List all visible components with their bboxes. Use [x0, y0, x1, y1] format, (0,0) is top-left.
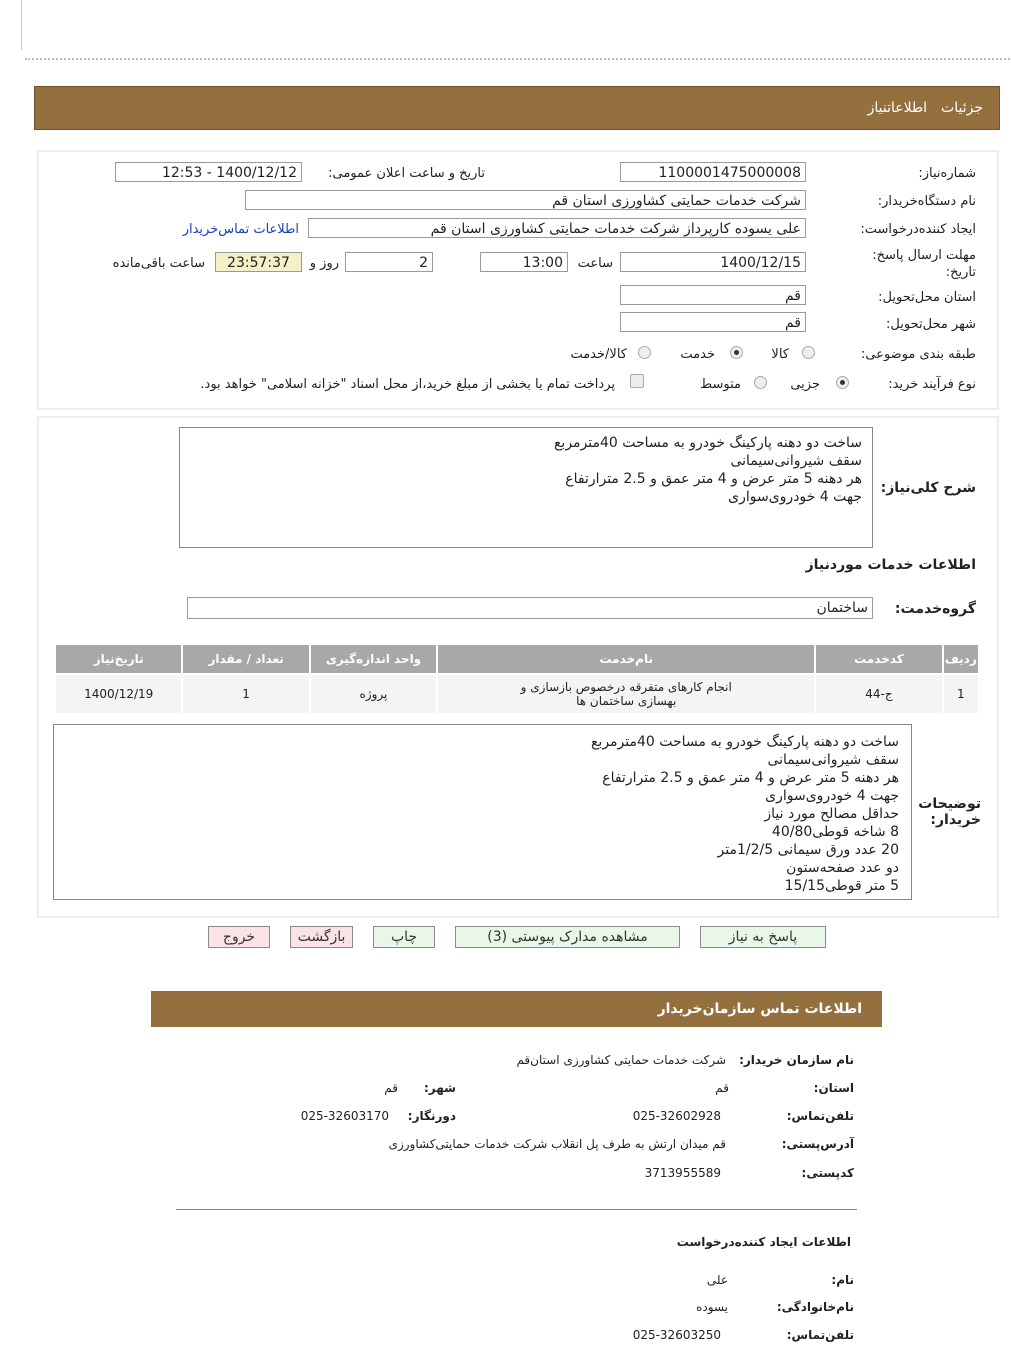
- cell-unit: پروژه: [311, 675, 436, 713]
- remaining-days-field: 2: [345, 252, 433, 272]
- creator-field: علی یسوده کارپرداز شرکت خدمات حمایتی کشاورزی استان قم: [308, 218, 806, 238]
- exit-button[interactable]: خروج: [208, 926, 270, 948]
- buyer-contact-link[interactable]: اطلاعات تماس‌خریدار: [182, 222, 299, 237]
- process-partial-radio[interactable]: [836, 376, 849, 389]
- category-both-radio[interactable]: [638, 346, 651, 359]
- deadline-date-field: 1400/12/15: [620, 252, 806, 272]
- deadline-time-label: ساعت: [577, 256, 613, 271]
- col-code: کدخدمت: [816, 645, 941, 673]
- creator-phone-label: تلفن‌تماس:: [786, 1328, 854, 1342]
- contact-address-value: قم میدان ارتش به طرف پل انقلاب شرکت خدمات حمایتی‌کشاورزی: [388, 1137, 726, 1151]
- creator-label: ایجاد کننده‌درخواست:: [860, 222, 976, 237]
- buyer-org-label: نام دستگاه‌خریدار:: [877, 194, 976, 209]
- announce-label: تاریخ و ساعت اعلان عمومی:: [328, 166, 485, 181]
- province-label: استان محل‌تحویل:: [878, 290, 976, 305]
- org-name-value: شرکت خدمات حمایتی کشاورزی استان‌قم: [516, 1053, 726, 1067]
- category-service-radio[interactable]: [730, 346, 743, 359]
- process-partial-label: جزیی: [790, 377, 820, 392]
- col-row: ردیف: [944, 645, 978, 673]
- process-label: نوع فرآیند خرید:: [888, 377, 976, 392]
- cell-date: 1400/12/19: [56, 675, 181, 713]
- contact-city-value: قم: [384, 1081, 398, 1095]
- category-service-label: خدمت: [680, 347, 715, 362]
- remaining-time-field: 23:57:37: [215, 252, 302, 272]
- city-label: شهر محل‌تحویل:: [886, 317, 976, 332]
- announce-datetime-field: 1400/12/12 - 12:53: [115, 162, 302, 182]
- treasury-payment-checkbox[interactable]: [630, 374, 644, 388]
- contact-province-label: استان:: [813, 1081, 854, 1095]
- service-group-label: گروه‌خدمت:: [894, 601, 976, 617]
- category-goods-radio[interactable]: [802, 346, 815, 359]
- tab-details[interactable]: جزئیات: [941, 100, 983, 116]
- left-border-line: [10, 0, 22, 50]
- buyer-contact-header: [151, 991, 882, 1027]
- cell-row: 1: [944, 675, 978, 713]
- category-both-label: کالا/خدمت: [570, 347, 627, 362]
- col-unit: واحد اندازه‌گیری: [311, 645, 436, 673]
- buyer-contact-title: اطلاعات تماس سازمان‌خریدار: [657, 1001, 862, 1017]
- service-group-field: ساختمان: [187, 597, 873, 619]
- cell-qty: 1: [183, 675, 308, 713]
- contact-phone-label: تلفن‌تماس:: [786, 1109, 854, 1123]
- buyer-notes-textarea: ساخت دو دهنه پارکینگ خودرو به مساحت 40مترمربع سقف شیروانی‌سیمانی هر دهنه 5 متر عرض و 4 متر عمق و 2.5 مترارتفاع جهت 4 خودروی‌سواری حداقل مصالح مورد نیاز 8 شاخه قوطی40/80 20 عدد ورق سیمانی 1/2/5متر دو عدد صفحه‌ستون 5 متر قوطی15/15: [53, 724, 912, 900]
- contact-fax-value: 025-32603170: [300, 1109, 389, 1123]
- city-field: قم: [620, 312, 806, 332]
- table-row: [56, 675, 978, 713]
- creator-family-label: نام‌خانوادگی:: [776, 1300, 854, 1314]
- buyer-org-field: شرکت خدمات حمایتی کشاورزی استان قم: [245, 190, 806, 210]
- summary-textarea: ساخت دو دهنه پارکینگ خودرو به مساحت 40مترمربع سقف شیروانی‌سیمانی هر دهنه 5 متر عرض و 4 متر عمق و 2.5 مترارتفاع جهت 4 خودروی‌سواری: [179, 427, 873, 548]
- need-info-panel: [37, 150, 999, 410]
- reply-button[interactable]: پاسخ به نیاز: [700, 926, 826, 948]
- contact-city-label: شهر:: [424, 1081, 456, 1095]
- col-qty: تعداد / مقدار: [183, 645, 308, 673]
- contact-province-value: قم: [715, 1081, 729, 1095]
- remaining-label: ساعت باقی‌مانده: [112, 256, 205, 271]
- contact-postal-value: 3713955589: [644, 1166, 721, 1180]
- services-table: [54, 643, 980, 715]
- deadline-date-label: تاریخ:: [945, 265, 976, 280]
- page-header-bar: [34, 86, 1000, 130]
- col-date: تاریخ‌نیاز: [56, 645, 181, 673]
- need-number-field: 1100001475000008: [620, 162, 806, 182]
- org-name-label: نام سازمان خریدار:: [739, 1053, 854, 1067]
- buyer-notes-label: توضیحات خریدار:: [918, 796, 981, 828]
- contact-fax-label: دورنگار:: [407, 1109, 456, 1123]
- need-number-label: شماره‌نیاز:: [918, 166, 976, 181]
- days-label: روز و: [309, 256, 339, 271]
- cell-name: انجام کارهای متفرقه درخصوص بازسازی و بهسازی ساختمان ها: [438, 675, 814, 713]
- creator-info-title: اطلاعات ایجاد کننده‌درخواست: [676, 1235, 851, 1249]
- dotted-separator: [25, 58, 1010, 60]
- contact-postal-label: کدپستی:: [801, 1166, 854, 1180]
- category-goods-label: کالا: [771, 347, 789, 362]
- attachments-button[interactable]: مشاهده مدارک پیوستی (3): [455, 926, 680, 948]
- treasury-payment-note: پرداخت تمام یا بخشی از مبلغ خرید،از محل اسناد "خزانه اسلامی" خواهد بود.: [200, 377, 615, 392]
- tab-need-info[interactable]: اطلاعاتنیاز: [867, 100, 927, 116]
- summary-label: شرح کلی‌نیاز:: [880, 480, 976, 496]
- contact-phone-value: 025-32602928: [632, 1109, 721, 1123]
- col-name: نام‌خدمت: [438, 645, 814, 673]
- province-field: قم: [620, 285, 806, 305]
- creator-family-value: یسوده: [696, 1300, 728, 1314]
- services-title: اطلاعات خدمات موردنیاز: [805, 557, 976, 573]
- category-label: طبقه بندی موضوعی:: [860, 347, 976, 362]
- creator-name-value: علی: [706, 1273, 728, 1287]
- contact-address-label: آدرس‌پستی:: [781, 1137, 854, 1151]
- creator-name-label: نام:: [831, 1273, 854, 1287]
- deadline-label: مهلت ارسال پاسخ:: [872, 248, 976, 263]
- process-medium-radio[interactable]: [754, 376, 767, 389]
- print-button[interactable]: چاپ: [373, 926, 435, 948]
- contact-divider: [176, 1209, 857, 1210]
- back-button[interactable]: بازگشت: [290, 926, 353, 948]
- creator-phone-value: 025-32603250: [632, 1328, 721, 1342]
- cell-code: ج-44: [816, 675, 941, 713]
- deadline-time-field: 13:00: [480, 252, 568, 272]
- process-medium-label: متوسط: [700, 377, 741, 392]
